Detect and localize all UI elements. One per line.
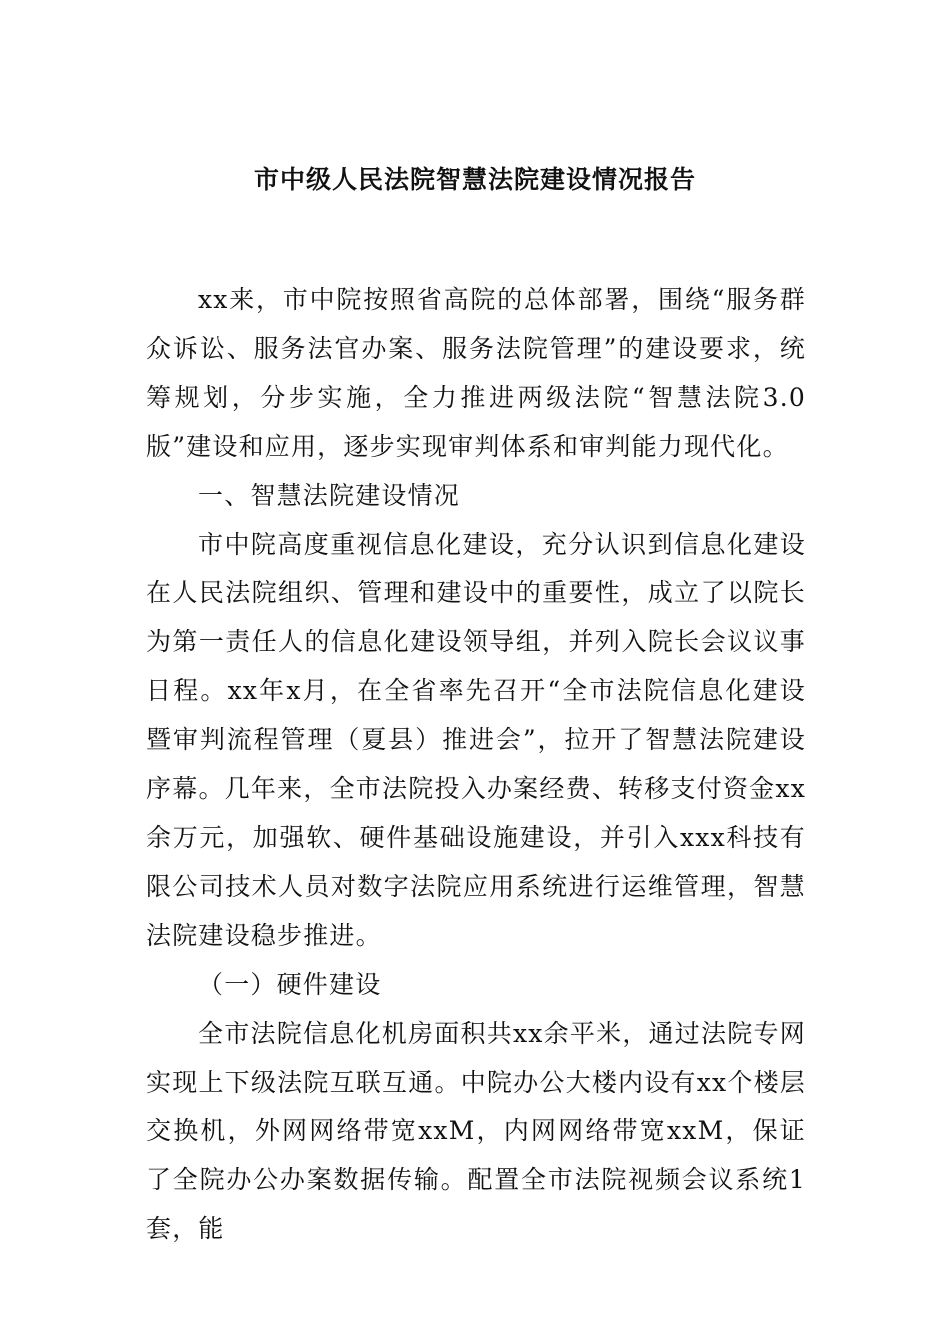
intro-paragraph: xx来，市中院按照省高院的总体部署，围绕“服务群众诉讼、服务法官办案、服务法院管理”的建设要求，统筹规划，分步实施，全力推进两级法院“智慧法院3.0版”建设和应用，逐步实现审判体系和审判能力现代化。: [146, 285, 806, 461]
document-body: [146, 276, 806, 1254]
section-1-paragraph: 市中院高度重视信息化建设，充分认识到信息化建设在人民法院组织、管理和建设中的重要性，成立了以院长为第一责任人的信息化建设领导组，并列入院长会议议事日程。xx年x月，在全省率先召开“全市法院信息化建设暨审判流程管理（夏县）推进会”，拉开了智慧法院建设序幕。几年来，全市法院投入办案经费、转移支付资金xx余万元，加强软、硬件基础设施建设，并引入xxx科技有限公司技术人员对数字法院应用系统进行运维管理，智慧法院建设稳步推进。: [146, 529, 806, 950]
document-title: 市中级人民法院智慧法院建设情况报告: [253, 165, 696, 194]
subsection-1-paragraph: 全市法院信息化机房面积共xx余平米，通过法院专网实现上下级法院互联互通。中院办公大楼内设有xx个楼层交换机，外网网络带宽xxM，内网网络带宽xxM，保证了全院办公办案数据传输。配置全市法院视频会议系统1套，能: [146, 1018, 806, 1244]
section-1-heading: 一、智慧法院建设情况: [198, 480, 461, 510]
subsection-1-heading: （一）硬件建设: [198, 969, 382, 999]
